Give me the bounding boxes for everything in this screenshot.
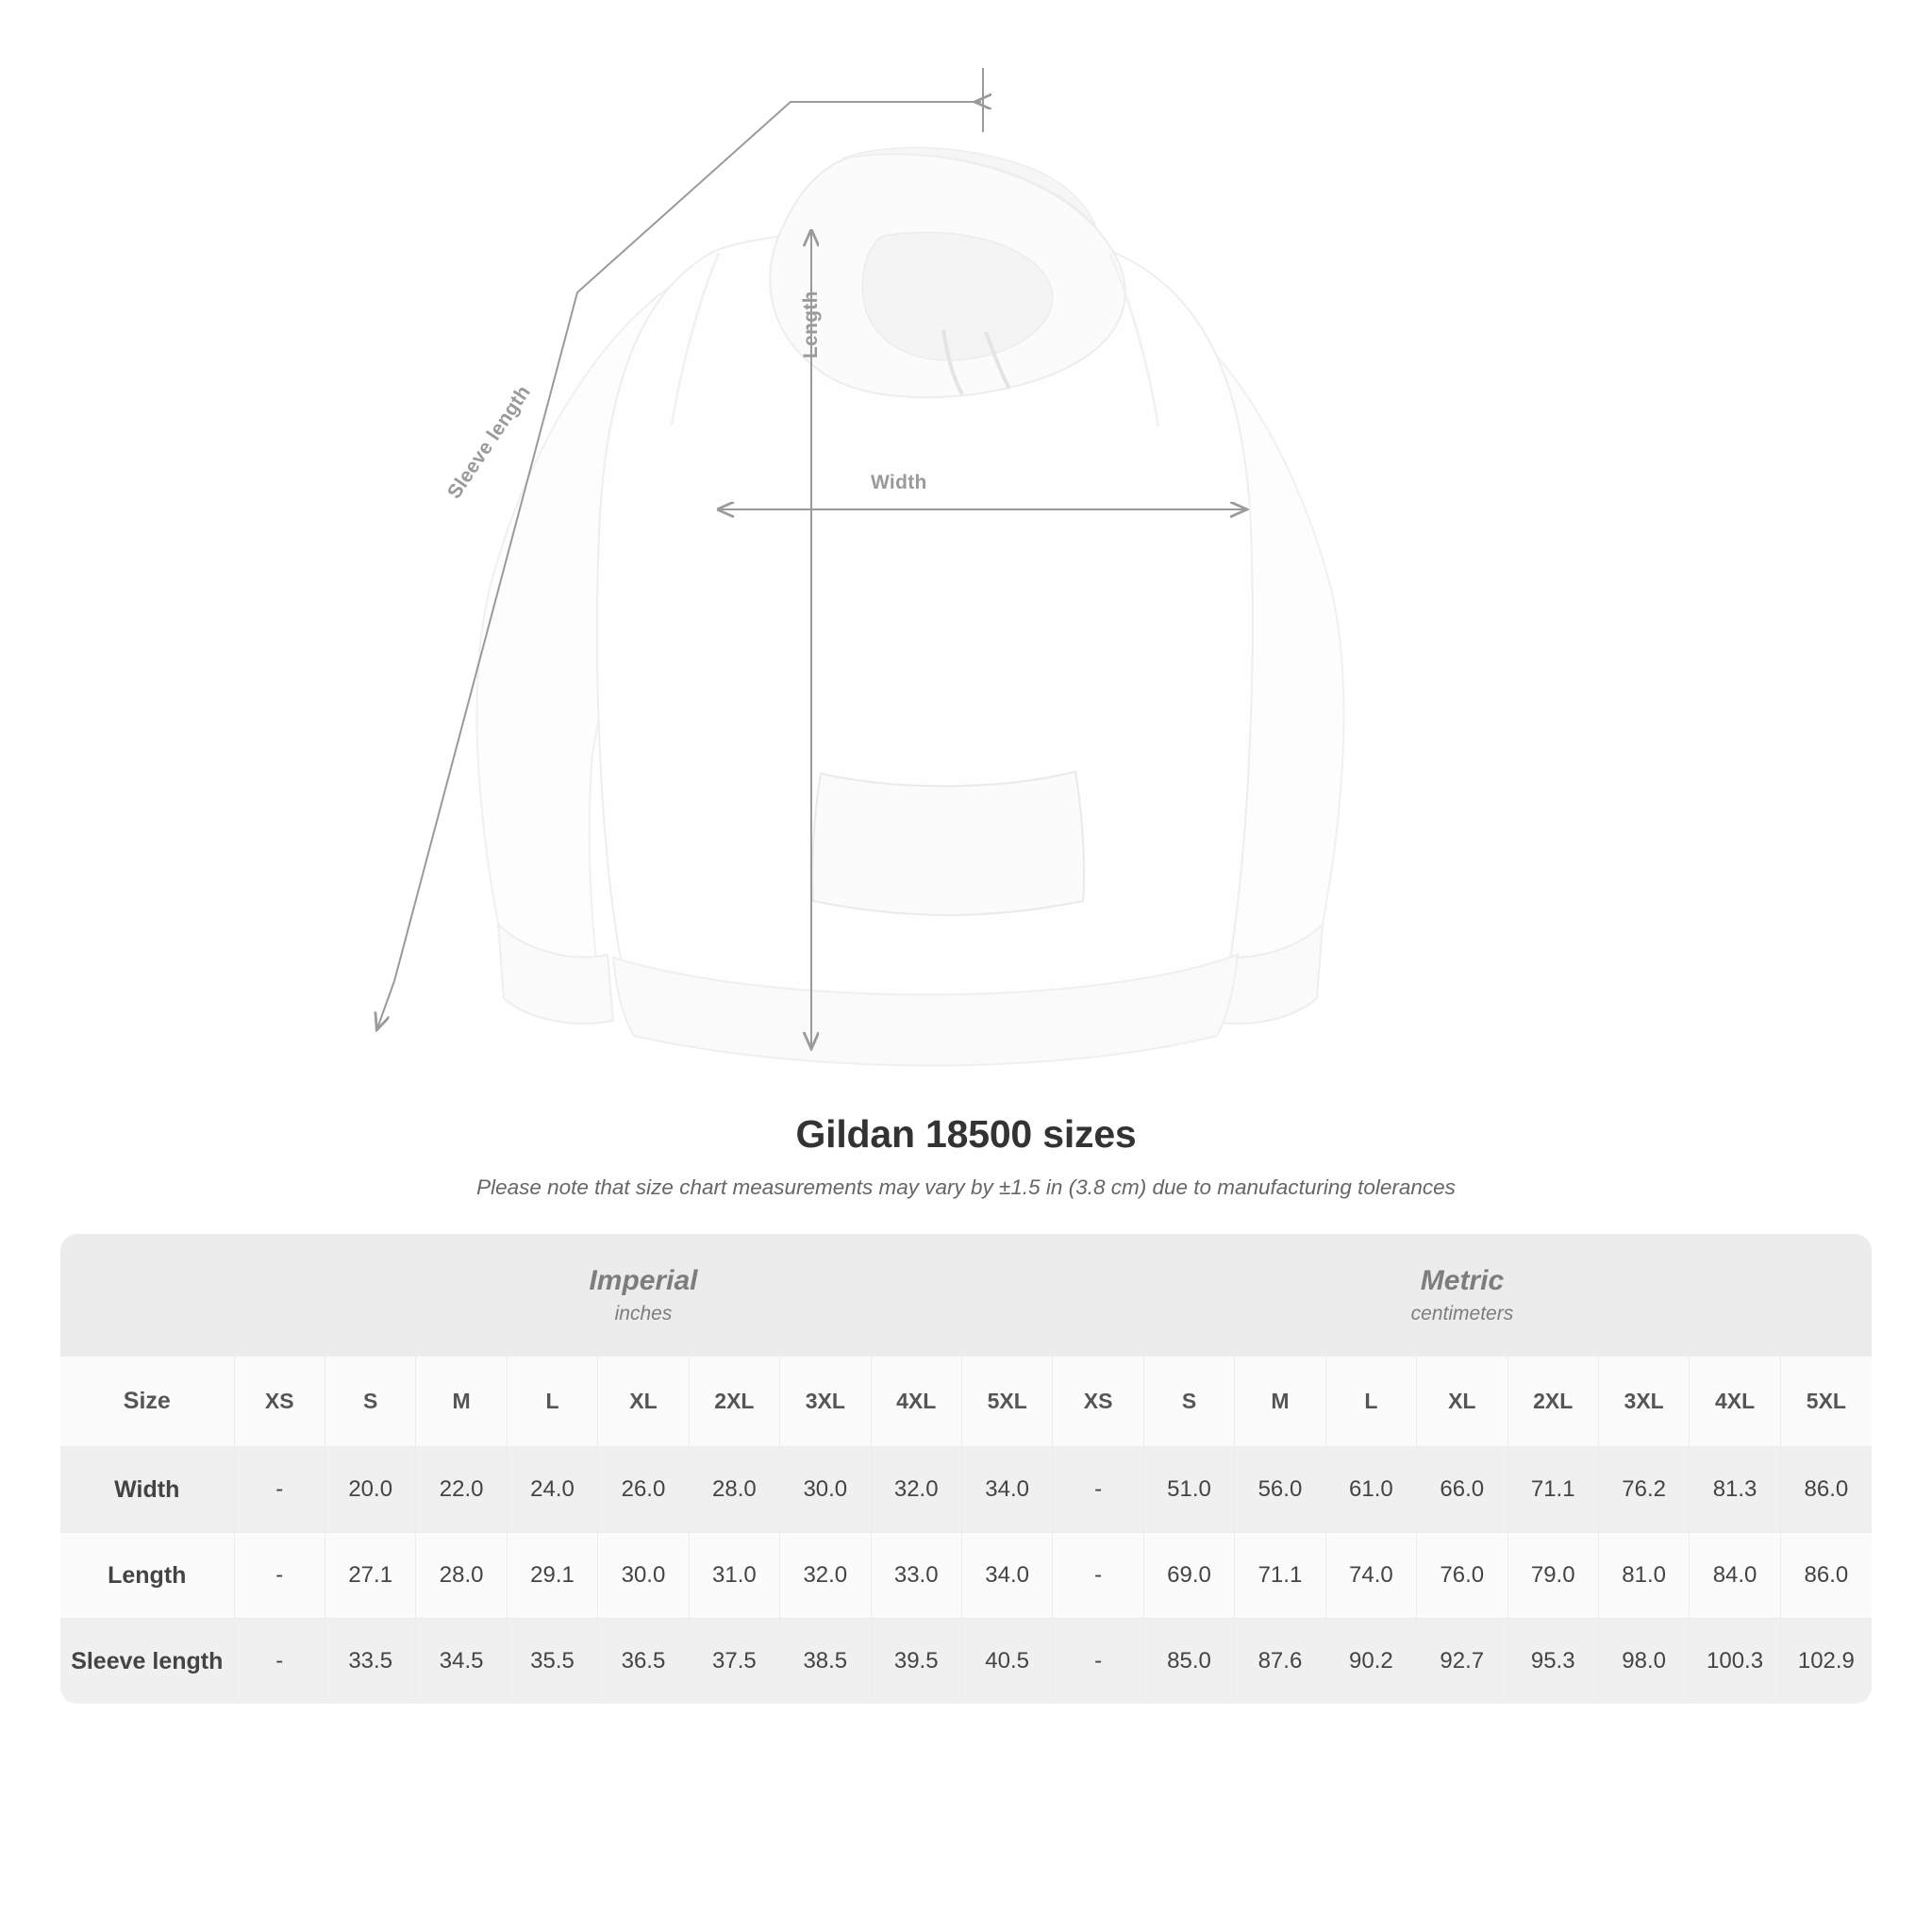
hoodie-shape (477, 147, 1344, 1065)
width-imperial-2: 22.0 (416, 1447, 507, 1533)
imperial-label: Imperial (589, 1265, 698, 1296)
length-imperial-1: 27.1 (325, 1533, 415, 1619)
sleeve-metric-2: 87.6 (1235, 1619, 1325, 1705)
length-imperial-2: 28.0 (416, 1533, 507, 1619)
header-col-13: XL (1417, 1357, 1507, 1447)
header-col-14: 2XL (1507, 1357, 1598, 1447)
header-col-11: M (1235, 1357, 1325, 1447)
sleeve-imperial-1: 33.5 (325, 1619, 415, 1705)
table-row-width (60, 1447, 1872, 1533)
unit-group-metric (1053, 1234, 1872, 1357)
size-table (60, 1234, 1872, 1704)
sleeve-arrow-tail (377, 981, 394, 1028)
sleeve-metric-0: - (1053, 1619, 1143, 1705)
header-col-1: S (325, 1357, 415, 1447)
width-imperial-8: 34.0 (961, 1447, 1052, 1533)
width-dimension-label: Width (871, 472, 927, 493)
sleeve-metric-3: 90.2 (1325, 1619, 1416, 1705)
sleeve-imperial-3: 35.5 (507, 1619, 597, 1705)
width-imperial-1: 20.0 (325, 1447, 415, 1533)
width-metric-6: 76.2 (1598, 1447, 1689, 1533)
header-col-12: L (1325, 1357, 1416, 1447)
width-imperial-6: 30.0 (780, 1447, 871, 1533)
length-metric-8: 86.0 (1780, 1533, 1872, 1619)
row-label-width: Width (60, 1447, 234, 1533)
length-metric-4: 76.0 (1417, 1533, 1507, 1619)
length-imperial-6: 32.0 (780, 1533, 871, 1619)
header-col-8: 5XL (961, 1357, 1052, 1447)
length-metric-2: 71.1 (1235, 1533, 1325, 1619)
header-col-2: M (416, 1357, 507, 1447)
metric-label: Metric (1420, 1265, 1505, 1296)
unit-group-imperial (234, 1234, 1053, 1357)
length-imperial-5: 31.0 (689, 1533, 779, 1619)
length-imperial-7: 33.0 (871, 1533, 961, 1619)
width-metric-2: 56.0 (1235, 1447, 1325, 1533)
length-imperial-4: 30.0 (598, 1533, 689, 1619)
header-col-17: 5XL (1780, 1357, 1872, 1447)
width-imperial-0: - (234, 1447, 325, 1533)
width-metric-0: - (1053, 1447, 1143, 1533)
sleeve-length-dimension-label: Sleeve length (443, 381, 535, 503)
metric-sublabel: centimeters (1410, 1303, 1514, 1324)
header-col-5: 2XL (689, 1357, 779, 1447)
chart-title: Gildan 18500 sizes (795, 1112, 1137, 1156)
width-metric-8: 86.0 (1780, 1447, 1872, 1533)
title-block (0, 1112, 1932, 1200)
length-metric-6: 81.0 (1598, 1533, 1689, 1619)
width-imperial-5: 28.0 (689, 1447, 779, 1533)
sleeve-imperial-2: 34.5 (416, 1619, 507, 1705)
imperial-sublabel: inches (614, 1303, 673, 1324)
size-header-row (60, 1357, 1872, 1447)
length-dimension-label: Length (800, 291, 822, 358)
header-col-0: XS (234, 1357, 325, 1447)
width-imperial-7: 32.0 (871, 1447, 961, 1533)
table-row-length (60, 1533, 1872, 1619)
chart-subtitle: Please note that size chart measurements may vary by ±1.5 in (3.8 cm) due to manufacturing tolerances (476, 1175, 1456, 1199)
sleeve-metric-7: 100.3 (1690, 1619, 1780, 1705)
sleeve-imperial-4: 36.5 (598, 1619, 689, 1705)
size-table-container (60, 1234, 1872, 1704)
row-label-length: Length (60, 1533, 234, 1619)
sleeve-imperial-0: - (234, 1619, 325, 1705)
unit-group-row (60, 1234, 1872, 1357)
length-metric-7: 84.0 (1690, 1533, 1780, 1619)
length-imperial-3: 29.1 (507, 1533, 597, 1619)
length-metric-0: - (1053, 1533, 1143, 1619)
sleeve-imperial-7: 39.5 (871, 1619, 961, 1705)
width-imperial-4: 26.0 (598, 1447, 689, 1533)
header-col-15: 3XL (1598, 1357, 1689, 1447)
header-col-7: 4XL (871, 1357, 961, 1447)
header-col-10: S (1143, 1357, 1234, 1447)
width-metric-3: 61.0 (1325, 1447, 1416, 1533)
header-col-3: L (507, 1357, 597, 1447)
row-label-sleeve-length: Sleeve length (60, 1619, 234, 1705)
sleeve-metric-6: 98.0 (1598, 1619, 1689, 1705)
table-row-sleeve-length (60, 1619, 1872, 1705)
width-metric-4: 66.0 (1417, 1447, 1507, 1533)
header-col-6: 3XL (780, 1357, 871, 1447)
sleeve-metric-1: 85.0 (1143, 1619, 1234, 1705)
sleeve-imperial-6: 38.5 (780, 1619, 871, 1705)
length-metric-5: 79.0 (1507, 1533, 1598, 1619)
header-col-16: 4XL (1690, 1357, 1780, 1447)
length-imperial-0: - (234, 1533, 325, 1619)
length-metric-1: 69.0 (1143, 1533, 1234, 1619)
header-size: Size (60, 1357, 234, 1447)
sleeve-metric-4: 92.7 (1417, 1619, 1507, 1705)
sleeve-metric-5: 95.3 (1507, 1619, 1598, 1705)
width-metric-7: 81.3 (1690, 1447, 1780, 1533)
header-col-9: XS (1053, 1357, 1143, 1447)
length-metric-3: 74.0 (1325, 1533, 1416, 1619)
width-imperial-3: 24.0 (507, 1447, 597, 1533)
width-metric-1: 51.0 (1143, 1447, 1234, 1533)
length-imperial-8: 34.0 (961, 1533, 1052, 1619)
header-col-4: XL (598, 1357, 689, 1447)
unit-spacer (60, 1234, 234, 1357)
sleeve-imperial-8: 40.5 (961, 1619, 1052, 1705)
width-metric-5: 71.1 (1507, 1447, 1598, 1533)
sleeve-imperial-5: 37.5 (689, 1619, 779, 1705)
sleeve-metric-8: 102.9 (1780, 1619, 1872, 1705)
